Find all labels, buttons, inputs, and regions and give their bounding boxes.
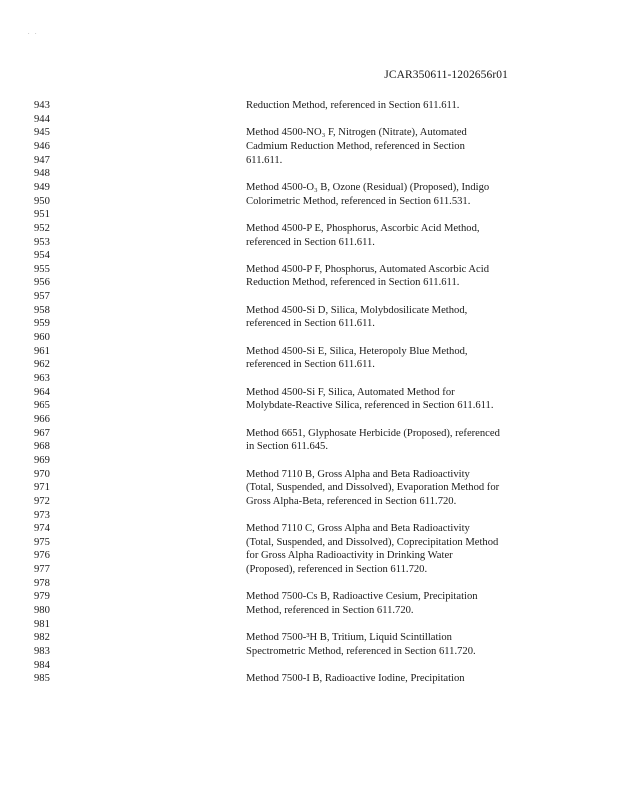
line-number: 958 [34, 304, 50, 316]
document-line [0, 140, 618, 154]
line-number: 972 [34, 495, 50, 507]
line-number: 980 [34, 605, 50, 617]
line-text: Method 4500-Si D, Silica, Molybdosilicate Method, [246, 304, 468, 316]
line-number: 966 [34, 413, 50, 425]
line-number: 955 [34, 263, 50, 275]
line-text: Method 7110 B, Gross Alpha and Beta Radioactivity [246, 468, 470, 480]
line-text: referenced in Section 611.611. [246, 318, 375, 330]
line-text: (Total, Suspended, and Dissolved), Coprecipitation Method [246, 536, 499, 548]
document-line [0, 304, 618, 318]
document-line [0, 345, 618, 359]
document-line [0, 154, 618, 168]
line-text: Method 4500-P F, Phosphorus, Automated Ascorbic Acid [246, 263, 489, 275]
document-line [0, 413, 618, 427]
line-text: Method, referenced in Section 611.720. [246, 605, 414, 617]
line-text: Method 7500-³H B, Tritium, Liquid Scintillation [246, 632, 452, 644]
line-number: 975 [34, 536, 50, 548]
document-line [0, 495, 618, 509]
line-text: referenced in Section 611.611. [246, 359, 375, 371]
line-number: 959 [34, 318, 50, 330]
line-text: Method 4500-P E, Phosphorus, Ascorbic Acid Method, [246, 222, 480, 234]
line-number: 960 [34, 332, 50, 344]
line-text: Method 4500-NO₃ F, Nitrogen (Nitrate), Automated [246, 127, 467, 139]
line-text: Method 4500-Si F, Silica, Automated Method for [246, 386, 455, 398]
document-line [0, 372, 618, 386]
document-line [0, 536, 618, 550]
line-number: 982 [34, 632, 50, 644]
line-text: Method 4500-O₃ B, Ozone (Residual) (Proposed), Indigo [246, 181, 490, 193]
document-line [0, 317, 618, 331]
document-line [0, 181, 618, 195]
line-number: 946 [34, 140, 50, 152]
document-line [0, 672, 618, 686]
document-line [0, 263, 618, 277]
line-number: 953 [34, 236, 50, 248]
document-line [0, 468, 618, 482]
document-line [0, 481, 618, 495]
line-number: 962 [34, 359, 50, 371]
line-number: 983 [34, 646, 50, 657]
document-line [0, 399, 618, 413]
line-number: 943 [34, 100, 50, 111]
document-line [0, 522, 618, 536]
line-number: 965 [34, 400, 50, 412]
line-number: 957 [34, 291, 50, 303]
document-line [0, 236, 618, 250]
document-line [0, 549, 618, 563]
document-line [0, 563, 618, 577]
line-number: 947 [34, 154, 50, 166]
document-line [0, 167, 618, 181]
line-number: 974 [34, 523, 50, 535]
document-line [0, 249, 618, 263]
document-id-header: JCAR350611-1202656r01 [384, 69, 508, 81]
line-number: 944 [34, 113, 50, 125]
line-number: 961 [34, 345, 50, 357]
line-text: Method 4500-Si E, Silica, Heteropoly Blue Method, [246, 345, 468, 357]
line-text: for Gross Alpha Radioactivity in Drinking Water [246, 550, 453, 562]
line-number: 977 [34, 564, 50, 576]
document-line [0, 358, 618, 372]
line-number: 973 [34, 509, 50, 521]
document-line [0, 618, 618, 632]
line-number: 948 [34, 168, 50, 180]
document-line [0, 195, 618, 209]
line-number: 949 [34, 181, 50, 193]
line-text: (Proposed), referenced in Section 611.720. [246, 564, 428, 576]
document-line [0, 631, 618, 645]
document-line [0, 331, 618, 345]
line-number: 984 [34, 659, 50, 671]
line-number: 978 [34, 577, 50, 589]
document-line [0, 126, 618, 140]
line-text: Method 7110 C, Gross Alpha and Beta Radioactivity [246, 523, 470, 535]
document-line [0, 604, 618, 618]
line-number: 969 [34, 454, 50, 466]
document-line [0, 386, 618, 400]
document-line [0, 208, 618, 222]
line-number: 954 [34, 250, 50, 262]
line-text: referenced in Section 611.611. [246, 236, 375, 248]
line-number: 963 [34, 373, 50, 384]
line-text: Method 6651, Glyphosate Herbicide (Proposed), referenced [246, 427, 500, 439]
line-number: 971 [34, 482, 50, 494]
document-line [0, 113, 618, 127]
line-number: 967 [34, 427, 50, 439]
line-text: Spectrometric Method, referenced in Section 611.720. [246, 646, 476, 657]
line-text: Molybdate-Reactive Silica, referenced in Section 611.611. [246, 400, 494, 412]
document-line [0, 290, 618, 304]
document-line [0, 454, 618, 468]
line-text: Reduction Method, referenced in Section 611.611. [246, 100, 460, 111]
document-line [0, 509, 618, 523]
line-number: 950 [34, 195, 50, 207]
line-number: 979 [34, 591, 50, 603]
line-text: Reduction Method, referenced in Section 611.611. [246, 277, 460, 289]
document-line [0, 577, 618, 591]
line-text: Cadmium Reduction Method, referenced in Section [246, 140, 465, 152]
document-line [0, 222, 618, 236]
line-text: (Total, Suspended, and Dissolved), Evaporation Method for [246, 482, 500, 494]
line-number: 976 [34, 550, 50, 562]
document-line [0, 645, 618, 659]
line-text: Gross Alpha-Beta, referenced in Section 611.720. [246, 495, 457, 507]
corner-mark: . . [28, 30, 39, 36]
line-number: 952 [34, 222, 50, 234]
line-text: 611.611. [246, 154, 283, 166]
document-line [0, 276, 618, 290]
line-number: 964 [34, 386, 50, 398]
document-line [0, 440, 618, 454]
line-text: Colorimetric Method, referenced in Section 611.531. [246, 195, 471, 207]
line-number: 985 [34, 673, 50, 685]
line-number: 968 [34, 441, 50, 453]
document-line [0, 659, 618, 673]
line-number: 951 [34, 209, 50, 221]
line-text: Method 7500-Cs B, Radioactive Cesium, Precipitation [246, 591, 478, 603]
line-number: 945 [34, 127, 50, 139]
document-line [0, 427, 618, 441]
line-number: 981 [34, 618, 50, 630]
line-text: Method 7500-I B, Radioactive Iodine, Precipitation [246, 673, 465, 685]
line-number: 956 [34, 277, 50, 289]
document-line [0, 590, 618, 604]
line-text: in Section 611.645. [246, 441, 328, 453]
document-line [0, 99, 618, 113]
line-number: 970 [34, 468, 50, 480]
